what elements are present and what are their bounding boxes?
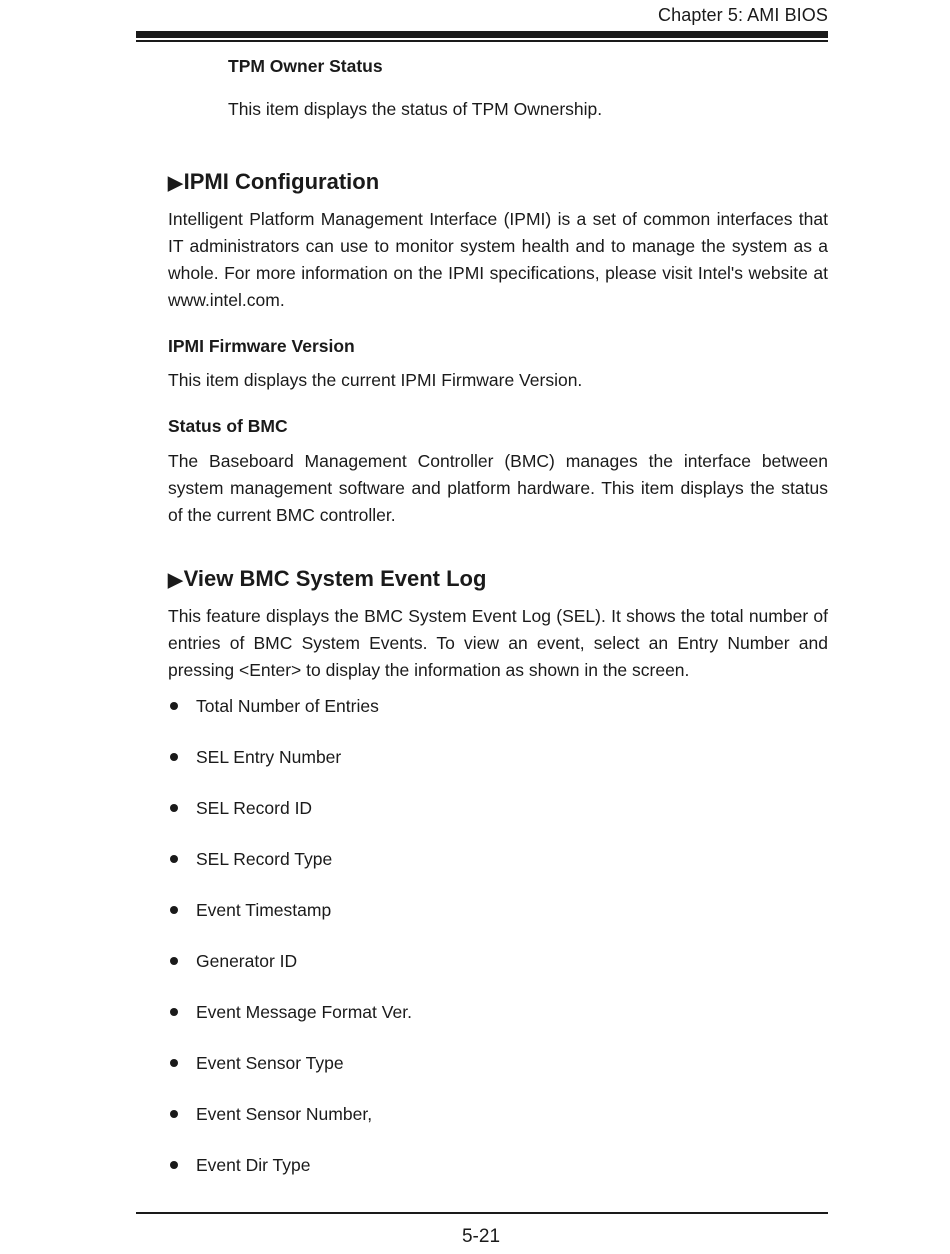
tpm-owner-status-text: This item displays the status of TPM Ownership. bbox=[228, 99, 603, 119]
sel-intro-text: This feature displays the BMC System Event Log (SEL). It shows the total number of entries of BMC System Events. To view an event, select an Entry Number and pressing <Enter> to display the information as shown in the screen. bbox=[168, 606, 828, 680]
chapter-header: Chapter 5: AMI BIOS bbox=[658, 5, 828, 25]
footer-rule bbox=[136, 1212, 828, 1214]
page-number: 5-21 bbox=[461, 1226, 501, 1247]
triangle-right-icon: ▶ bbox=[168, 570, 183, 591]
list-item: Event Sensor Type bbox=[168, 1050, 412, 1101]
bullet-icon bbox=[170, 906, 178, 914]
list-item: Total Number of Entries bbox=[168, 693, 412, 744]
list-item: Event Sensor Number, bbox=[168, 1101, 412, 1152]
ipmi-configuration-heading: ▶IPMI Configuration bbox=[168, 169, 380, 194]
ipmi-firmware-version-text: This item displays the current IPMI Firmware Version. bbox=[168, 370, 583, 390]
ipmi-intro-text: Intelligent Platform Management Interface (IPMI) is a set of common interfaces that IT administrators can use to monitor system health and to manage the system as a whole. For more information on the IPMI specifications, please visit Intel's website at www.intel.com. bbox=[168, 209, 828, 310]
list-item: SEL Record Type bbox=[168, 846, 412, 897]
bullet-icon bbox=[170, 1059, 178, 1067]
ipmi-firmware-version-title: IPMI Firmware Version bbox=[168, 336, 355, 356]
bullet-icon bbox=[170, 753, 178, 761]
bullet-icon bbox=[170, 702, 178, 710]
tpm-owner-status-title: TPM Owner Status bbox=[228, 56, 383, 76]
status-of-bmc-title: Status of BMC bbox=[168, 416, 288, 436]
bullet-icon bbox=[170, 804, 178, 812]
header-rule-thick bbox=[136, 31, 828, 38]
header-rule-thin bbox=[136, 40, 828, 42]
sel-field-list bbox=[168, 693, 412, 1203]
list-item: SEL Entry Number bbox=[168, 744, 412, 795]
list-item: SEL Record ID bbox=[168, 795, 412, 846]
status-of-bmc-text: The Baseboard Management Controller (BMC) manages the interface between system management software and platform hardware. This item displays the status of the current BMC controller. bbox=[168, 451, 828, 525]
bullet-icon bbox=[170, 1110, 178, 1118]
bullet-icon bbox=[170, 957, 178, 965]
bullet-icon bbox=[170, 1161, 178, 1169]
list-item: Event Message Format Ver. bbox=[168, 999, 412, 1050]
list-item: Event Dir Type bbox=[168, 1152, 412, 1203]
bullet-icon bbox=[170, 855, 178, 863]
view-bmc-sel-heading: ▶View BMC System Event Log bbox=[168, 566, 487, 591]
list-item: Generator ID bbox=[168, 948, 412, 999]
triangle-right-icon: ▶ bbox=[168, 173, 183, 194]
list-item: Event Timestamp bbox=[168, 897, 412, 948]
bullet-icon bbox=[170, 1008, 178, 1016]
